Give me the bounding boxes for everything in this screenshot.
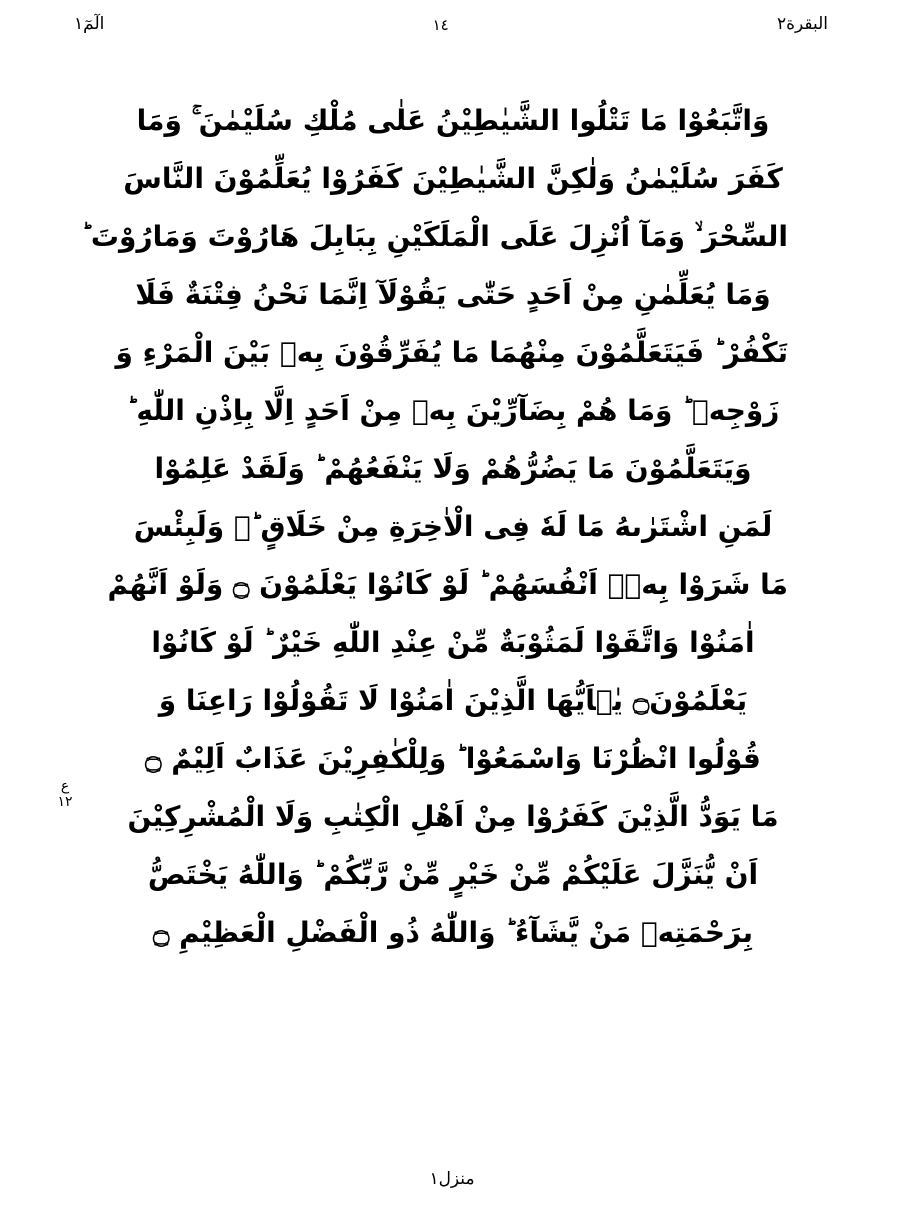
quran-line: مَا يَوَدُّ الَّذِيْنَ كَفَرُوْا مِنْ اَهْلِ الْكِتٰبِ وَلَا الْمُشْرِكِيْنَ (127, 800, 779, 833)
juz-label: الٓمٓ١ (74, 14, 105, 34)
ruku-marker (52, 778, 78, 810)
page-header (70, 14, 834, 50)
quran-line: اَنْ يُّنَزَّلَ عَلَيْكُمْ مِّنْ خَيْرٍ مِّنْ رَّبِّكُمْ ؕ وَاللّٰهُ يَخْتَصُّ (147, 858, 759, 891)
quran-line: تَكْفُرْ ؕ فَيَتَعَلَّمُوْنَ مِنْهُمَا مَا يُفَرِّقُوْنَ بِهٖ بَيْنَ الْمَرْءِ وَ (115, 336, 788, 369)
quran-line: اٰمَنُوْا وَاتَّقَوْا لَمَثُوْبَةٌ مِّنْ عِنْدِ اللّٰهِ خَيْرٌ ؕ لَوْ كَانُوْا (151, 626, 755, 659)
quran-line: لَمَنِ اشْتَرٰىهُ مَا لَهٗ فِى الْاٰخِرَةِ مِنْ خَلَاقٍ ؕ۫ وَلَبِئْسَ (133, 510, 773, 543)
page-footer (0, 1169, 904, 1189)
page-number: ١٤ (432, 16, 449, 34)
quran-line: زَوْجِهٖ ؕ وَمَا هُمْ بِضَآرِّيْنَ بِهٖ مِنْ اَحَدٍ اِلَّا بِاِذْنِ اللّٰهِ ؕ (126, 394, 780, 427)
quran-line: بِرَحْمَتِهٖ مَنْ يَّشَآءُ ؕ وَاللّٰهُ ذُو الْفَضْلِ الْعَظِيْمِ ۝ (153, 916, 753, 949)
quran-line: قُوْلُوا انْظُرْنَا وَاسْمَعُوْا ؕ وَلِلْكٰفِرِيْنَ عَذَابٌ اَلِيْمٌ ۝ (145, 742, 761, 775)
quran-line: يَعْلَمُوْنَ۝ يٰۤاَيُّهَا الَّذِيْنَ اٰمَنُوْا لَا تَقُوْلُوْا رَاعِنَا وَ (158, 684, 748, 717)
quran-line: كَفَرَ سُلَيْمٰنُ وَلٰكِنَّ الشَّيٰطِيْنَ كَفَرُوْا يُعَلِّمُوْنَ النَّاسَ (123, 162, 783, 195)
quran-line: وَمَا يُعَلِّمٰنِ مِنْ اَحَدٍ حَتّٰى يَقُوْلَآ اِنَّمَا نَحْنُ فِتْنَةٌ فَلَا (135, 278, 771, 311)
surah-label: البقرة٢ (776, 14, 828, 34)
manzil-label: منزل١ (429, 1169, 475, 1189)
quran-line: مَا شَرَوْا بِهٖۤ اَنْفُسَهُمْ ؕ لَوْ كَانُوْا يَعْلَمُوْنَ ۝ وَلَوْ اَنَّهُمْ (107, 568, 788, 601)
quran-line: وَاتَّبَعُوْا مَا تَتْلُوا الشَّيٰطِيْنُ عَلٰى مُلْكِ سُلَيْمٰنَ ۚ وَمَا (136, 104, 770, 137)
quran-line: وَيَتَعَلَّمُوْنَ مَا يَضُرُّهُمْ وَلَا يَنْفَعُهُمْ ؕ وَلَقَدْ عَلِمُوْا (154, 452, 752, 485)
ruku-count: ١٢ (57, 794, 73, 810)
quran-text-block (81, 92, 788, 962)
quran-line: السِّحْرَ ۙ وَمَآ اُنْزِلَ عَلَى الْمَلَكَيْنِ بِبَابِلَ هَارُوْتَ وَمَارُوْتَ ؕ (81, 220, 788, 253)
ruku-symbol: ع (60, 778, 70, 794)
